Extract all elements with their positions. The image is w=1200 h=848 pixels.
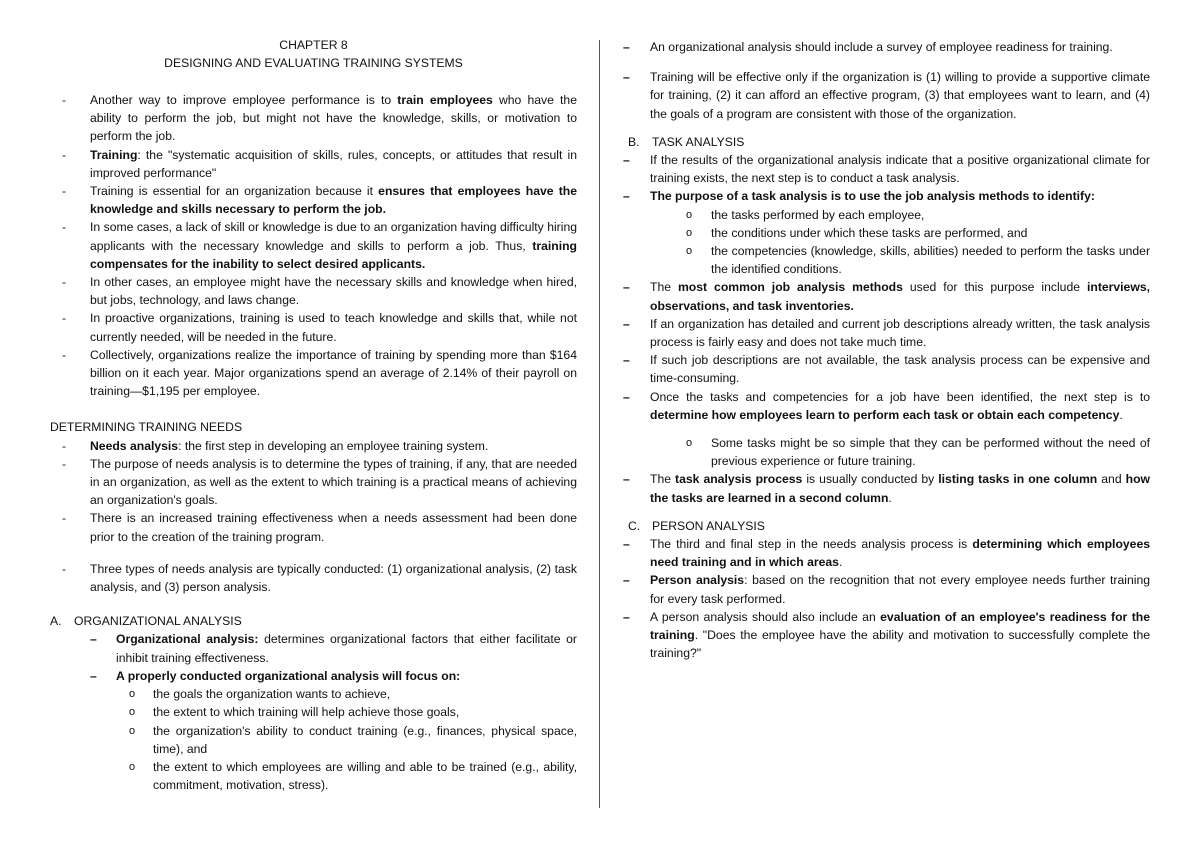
list-item: – The task analysis process is usually conducted by listing tasks in one column and how the tasks are learned in a second column. <box>610 470 1150 506</box>
task-list <box>610 151 1150 206</box>
chapter-number: CHAPTER 8 <box>279 38 348 52</box>
list-item: - Another way to improve employee performance is to train employees who have the ability to perform the job, but might not have the knowledge, skills, or motivation to perform the job. <box>50 91 577 146</box>
person-list <box>610 535 1150 662</box>
list-item: – Organizational analysis: determines organizational factors that either facilitate or inhibit training effectiveness. <box>50 630 577 666</box>
chapter-name: DESIGNING AND EVALUATING TRAINING SYSTEMS <box>164 56 463 70</box>
list-item: – The most common job analysis methods used for this purpose include interviews, observations, and task inventories. <box>610 278 1150 314</box>
task-identify-list <box>610 206 1150 279</box>
org-heading: A. ORGANIZATIONAL ANALYSIS <box>50 614 242 629</box>
list-item: o the extent to which employees are willing and able to be trained (e.g., ability, commitment, motivation, stress). <box>50 758 577 794</box>
list-item: - There is an increased training effectiveness when a needs assessment had been done prior to the creation of the training program. <box>50 509 577 545</box>
list-item: - In some cases, a lack of skill or knowledge is due to an organization having difficulty hiring applicants with the necessary knowledge and skills to perform a job. Thus, training compensates for the inability to select desired applicants. <box>50 218 577 273</box>
list-item: - Three types of needs analysis are typically conducted: (1) organizational analysis, (2) task analysis, and (3) person analysis. <box>50 560 577 596</box>
list-item: - In proactive organizations, training is used to teach knowledge and skills that, while not currently needed, will be needed in the future. <box>50 309 577 345</box>
list-item: – The purpose of a task analysis is to use the job analysis methods to identify: <box>610 187 1150 205</box>
list-item: - Needs analysis: the first step in developing an employee training system. <box>50 437 577 455</box>
needs-heading: DETERMINING TRAINING NEEDS <box>50 420 243 435</box>
task-sub-list <box>610 434 1150 470</box>
list-item: o the conditions under which these tasks are performed, and <box>610 224 1150 242</box>
task-list-2 <box>610 278 1150 424</box>
list-item: - In other cases, an employee might have the necessary skills and knowledge when hired, but jobs, technology, and laws change. <box>50 273 577 309</box>
list-item: o the tasks performed by each employee, <box>610 206 1150 224</box>
list-item: – A properly conducted organizational analysis will focus on: <box>50 667 577 685</box>
list-item: – The third and final step in the needs analysis process is determining which employees need training and in which areas. <box>610 535 1150 571</box>
list-item: - Training: the "systematic acquisition of skills, rules, concepts, or attitudes that result in improved performance" <box>50 146 577 182</box>
list-item: – Training will be effective only if the organization is (1) willing to provide a supportive climate for training, (2) it can afford an effective program, (3) that employees want to learn, and (4) the goals of a program are consistent with those of the organization. <box>610 68 1150 123</box>
list-item: – Once the tasks and competencies for a job have been identified, the next step is to determine how employees learn to perform each task or obtain each competency. <box>610 388 1150 424</box>
list-item: - Collectively, organizations realize the importance of training by spending more than $164 billion on it each year. Major organizations spend an average of 2.14% of their payroll on training—$1,195 per employee. <box>50 346 577 401</box>
list-item: – If an organization has detailed and current job descriptions already written, the task analysis process is fairly easy and does not take much time. <box>610 315 1150 351</box>
person-heading: C. PERSON ANALYSIS <box>628 518 765 533</box>
list-item: – A person analysis should also include an evaluation of an employee's readiness for the training. "Does the employee have the ability and motivation to successfully complete the training?" <box>610 608 1150 663</box>
org-continued-list <box>610 38 1150 123</box>
list-item: o the goals the organization wants to achieve, <box>50 685 577 703</box>
list-item: o the organization's ability to conduct training (e.g., finances, physical space, time), and <box>50 722 577 758</box>
task-heading: B. TASK ANALYSIS <box>628 134 745 149</box>
list-item: o Some tasks might be so simple that they can be performed without the need of previous experience or future training. <box>610 434 1150 470</box>
list-item: – Person analysis: based on the recognition that not every employee needs further training for every task performed. <box>610 571 1150 607</box>
list-item: – If such job descriptions are not available, the task analysis process can be expensive and time-consuming. <box>610 351 1150 387</box>
list-item: - Training is essential for an organization because it ensures that employees have the knowledge and skills necessary to perform the job. <box>50 182 577 218</box>
task-list-3 <box>610 470 1150 506</box>
list-item: o the extent to which training will help achieve those goals, <box>50 703 577 721</box>
needs-list <box>50 437 577 597</box>
intro-list <box>50 91 577 400</box>
left-column <box>50 36 577 794</box>
org-focus-list <box>50 685 577 794</box>
list-item: – An organizational analysis should include a survey of employee readiness for training. <box>610 38 1150 56</box>
list-item: o the competencies (knowledge, skills, abilities) needed to perform the tasks under the identified conditions. <box>610 242 1150 278</box>
org-list <box>50 630 577 685</box>
list-item: – If the results of the organizational analysis indicate that a positive organizational climate for training exists, the next step is to conduct a task analysis. <box>610 151 1150 187</box>
column-divider <box>599 40 600 808</box>
chapter-title <box>50 36 577 72</box>
right-column <box>628 38 1151 663</box>
list-item: - The purpose of needs analysis is to determine the types of training, if any, that are needed in an organization, as well as the extent to which training is a practical means of achieving an organization's goals. <box>50 455 577 510</box>
